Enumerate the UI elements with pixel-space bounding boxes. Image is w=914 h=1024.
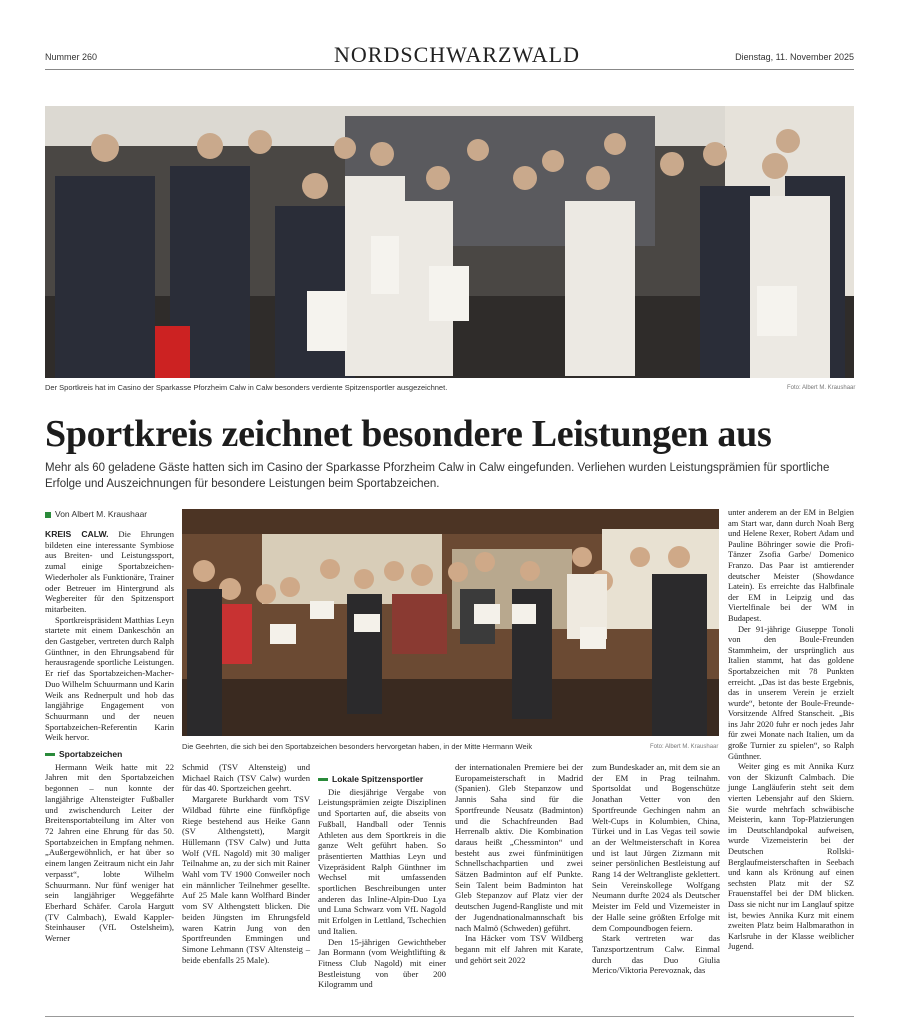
- col3-paragraph-1: Die diesjährige Vergabe von Leistungsprämien zeigte Disziplinen und Sportarten auf, die abseits von Fußball, Handball oder Tennis Athleten aus dem Sportkreis in die ganze Welt geführt haben. So präsentierten Matthias Leyn und Vizepräsident Ralph Günthner im Wechsel mit umfassenden sportlichen Beschreibungen unter anderen das Inline-Alpin-Duo Lya und Luna Schwarz vom VfL Nagold mit Erfolgen in Lettland, Tschechien und Italien.: [318, 786, 446, 936]
- article-column-3: [318, 762, 446, 990]
- top-photo: [45, 106, 854, 378]
- article-column-6: [728, 508, 854, 953]
- article-column-4: [455, 762, 583, 965]
- col6-paragraph-2: Der 91-jährige Giuseppe Tonoli von den Boule-Freunden Stammheim, der ursprünglich aus Italien stammt, hat das goldene Sportabzeichen mit 78 Punkten erreicht. „Das ist das beste Ergebnis, das in unserem Verein je erzielt wurde“, betonte der Boule-Freunde-Vorsitzende Alfred Stanscheit. „Bis ins Jahr 2020 fuhr er noch jedes Jahr für zwei Monate nach Italien, um da große Turnier zu spielen“, so Ralph Günthner.: [728, 624, 854, 761]
- masthead-rule: [45, 69, 854, 70]
- middle-photo: [182, 509, 719, 736]
- subheading-sportabzeichen: [45, 749, 174, 760]
- section-title: NORDSCHWARZWALD: [334, 42, 580, 67]
- col3-paragraph-2: Den 15-jährigen Gewichtheber Jan Bormann (vom Weightlifting & Fitness Club Nagold) mit einer Bestleistung von über 200 Kilogramm und: [318, 936, 446, 990]
- col2-paragraph-2: Margarete Burkhardt vom TSV Wildbad führte eine fünfköpfige Riege bestehend aus Heike Gann (SV Althengstett), Margit Hüllemann (TSV Calw) und Jutta Wolf (VfL Nagold) mit 30 maliger Teilnahme an, zu der sich mit Rainer Wahl vom TV 1900 Conweiler noch ein männlicher Teilnehmer gesellte. Auf 25 Male kann Wolfhard Binder vom SV Althengstett blicken. Die beiden Jüngsten im Ehrungsfeld waren Katrin Jung von den Sportfreunden Emmingen und Simone Lehmann (TSV Altensteig – beide ebenfalls 25 Male).: [182, 794, 310, 965]
- article-column-5: [592, 762, 720, 976]
- byline-text: Von Albert M. Kraushaar: [55, 509, 148, 519]
- dateline: KREIS CALW.: [45, 529, 109, 539]
- byline: [45, 509, 147, 519]
- subheading-marker: [318, 778, 328, 781]
- subheading-text: Lokale Spitzensportler: [332, 774, 424, 784]
- top-photo-credit: Foto: Albert M. Kraushaar: [787, 385, 856, 391]
- col1-paragraph-3: Hermann Weik hatte mit 22 Jahren mit den Sportabzeichen begonnen – nun konnte der langjährige Altensteigter Fußballer und zwischendurch Leiter der Breitensportabteilung im Alter von 72 Jahren eine Ehrung für das 50. Sportabzeichen in Empfang nehmen. „Außergewöhnlich, er hat über so einem langen Zeitraum nicht ein Jahr verpasst“, lobte Wilhelm Schuurmann. Nur fünf weniger hat sein langjähriger Weggefährte Eberhard Schäfer. Carola Hargutt (TV Calmbach), Ewald Kappler-Steinhauser (VfL Ostelsheim), Werner: [45, 761, 174, 944]
- article-column-1: [45, 529, 174, 944]
- col4-paragraph-1: der internationalen Premiere bei der Europameisterschaft in Madrid (Spanien). Gleb Stepanzow und Jannis Saha sind für die Sportfreunde Neusatz (Badminton) und die Schachfreunden Bad Herrenalb aktiv. Die Kombination daraus heißt „Chessminton“ und besteht aus zwei fünfminütigen Schnellschachpartien und zwei Sätzen Badminton auf elf Punkte. Sein Talent beim Badminton hat Gleb Stepanzov auf Platz vier der deutschen Jugend-Rangliste und mit der Jugendnationalmannschaft bis nach Malmö (Schweden) geführt.: [455, 762, 583, 933]
- subheading-spitzensportler: [318, 774, 446, 785]
- issue-date: Dienstag, 11. November 2025: [735, 52, 854, 62]
- col2-paragraph-1: Schmid (TSV Altensteig) und Michael Raich (TSV Calw) wurden für das 40. Sportzeichen geehrt.: [182, 762, 310, 794]
- article-lead: Mehr als 60 geladene Gäste hatten sich im Casino der Sparkasse Pforzheim Calw in Calw eingefunden. Verliehen wurden Leistungsprämien für sportliche Erfolge und Auszeichnungen für besondere Leistungen beim Sportabzeichen.: [45, 462, 830, 490]
- middle-photo-credit: Foto: Albert M. Kraushaar: [650, 744, 719, 750]
- col1-paragraph-1: Die Ehrungen bildeten eine interessante Symbiose aus Breiten- und Leistungssport, zumal einige Sportabzeichen-Wiederholer als Funktionäre, Trainer oder Betreuer im Hintergrund als Wegbereiter für den Spitzensport mitarbeiten.: [45, 529, 174, 614]
- article-column-2: [182, 762, 310, 965]
- col5-paragraph-1: zum Bundeskader an, mit dem sie an der EM in Prag teilnahm. Sportsoldat und Bogenschütze Jonathan Vetter von den Sportfreunde Gechingen nahm an Welt-Cups in Kolumbien, China, Türkei und in Las Vegas teil sowie an der Weltmeisterschaft in Korea und ist laut Jürgen Zizmann mit seiner persönlichen Bestleistung auf Rang 14 der Weltrangliste geklettert. Sein Vereinskollege Wolfgang Neumann durfte 2024 als Deutscher Meister im Feld und Vizemeister in der Halle seine größten Erfolge mit dem Compoundbogen feiern.: [592, 762, 720, 933]
- bottom-rule: [45, 1016, 854, 1017]
- col1-paragraph-2: Sportkreispräsident Matthias Leyn startete mit einem Dankeschön an den Gastgeber, vertreten durch Ralph Günthner, in den Ehrungsabend für herausragende sportliche Leistungen. Er rief das Sportabzeichen-Macher-Duo Wilhelm Schuurmann und Karin Weik ans Rednerpult und hob das langjährige Engagement von Schuurmann und der neuen Sportabzeichen-Referentin Karin Weik hervor.: [45, 614, 174, 743]
- col4-paragraph-2: Ina Häcker vom TSV Wildberg begann mit elf Jahren mit Karate, und gehört seit 2022: [455, 933, 583, 965]
- col5-paragraph-2: Stark vertreten war das Tanzsportzentrum Calw. Einmal durch das Duo Giulia Merico/Viktoria Perevoznak, das: [592, 933, 720, 976]
- subheading-marker: [45, 753, 55, 756]
- issue-number: Nummer 260: [45, 52, 98, 62]
- subheading-text: Sportabzeichen: [59, 749, 123, 760]
- article-headline: Sportkreis zeichnet besondere Leistungen aus: [45, 413, 772, 455]
- top-photo-caption: Der Sportkreis hat im Casino der Sparkasse Pforzheim Calw in Calw besonders verdiente Spitzensportler ausgezeichnet.: [45, 383, 448, 392]
- col6-paragraph-3: Weiter ging es mit Annika Kurz von der Skizunft Calmbach. Die junge Langläuferin steht seit dem vierten Lebensjahr auf den Skiern. Sie wurde mehrfach schwäbische Meisterin, kann Top-Platzierungen im Deutschlandpokal aufweisen, wurde Vizemeisterin bei der Deutschen Rollski-Berglaufmeisterschaften in Seebach und kann als Krönung auf einen sechsten Platz mit der SZ Frauenstaffel bei der DM blicken. Dass sie nicht nur im Langlauf spitze ist, bewies Annika Kurz mit einem zweiten Platz beim Halbmarathon in Karlsruhe in der Klasse weiblicher Jugend.: [728, 762, 854, 952]
- middle-photo-caption: Die Geehrten, die sich bei den Sportabzeichen besonders hervorgetan haben, in der Mitte Hermann Weik: [182, 742, 533, 751]
- col6-paragraph-1: unter anderem an der EM in Belgien am Start war, dann durch Noah Berg und Helene Rexer, Robert Adam und Pauline Böhringer sowie die Profi-Tänzer Zsofia Garbe/ Domenico Franzo. Das Paar ist amtierender deutscher Meister (Showdance Latein). Es erreichte das Halbfinale der EM in Leipzig und das Viertelfinale bei der WM in Budapest.: [728, 508, 854, 623]
- byline-marker: [45, 512, 51, 518]
